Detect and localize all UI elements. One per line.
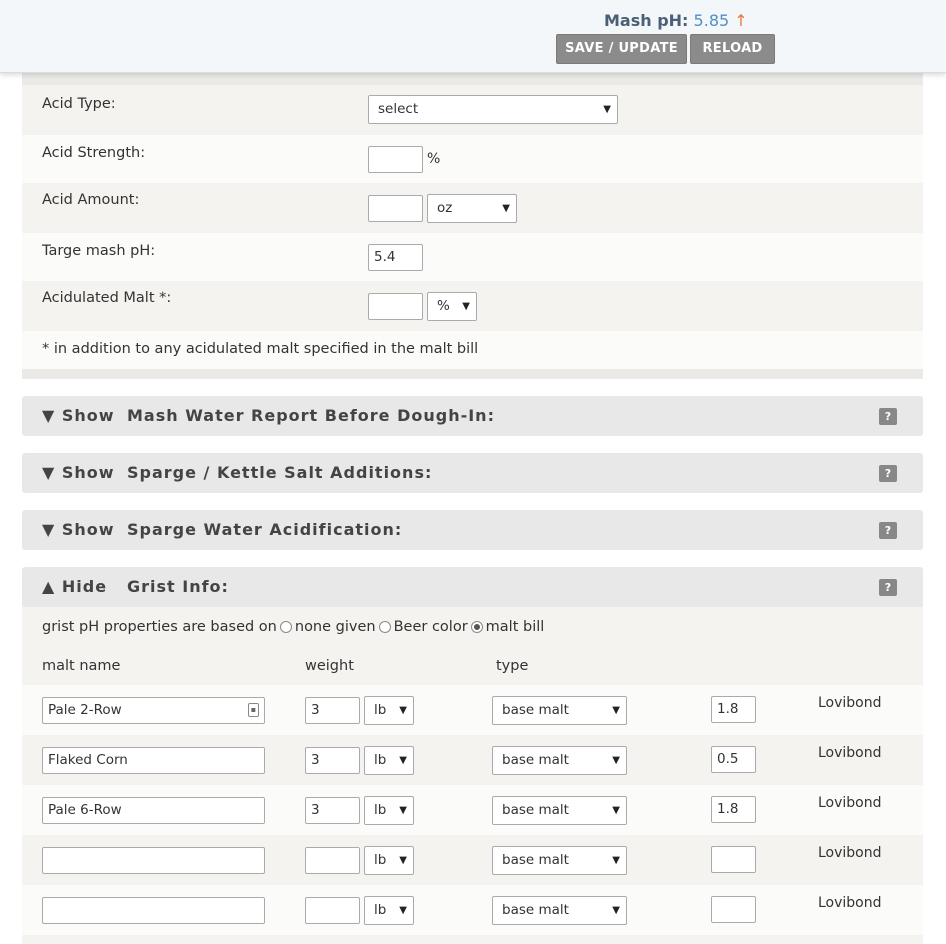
mash-ph-readout — [604, 11, 748, 30]
section-grist-info[interactable] — [22, 567, 923, 607]
color-unit-label: Lovibond — [818, 745, 882, 761]
chevron-down-icon: ▼ — [612, 855, 620, 866]
malt-weight-unit-select[interactable]: lb ▼ — [364, 796, 414, 825]
color-unit-label: Lovibond — [818, 695, 882, 711]
help-icon[interactable]: ? — [879, 465, 897, 482]
chevron-down-icon: ▼ — [399, 705, 407, 716]
chevron-down-icon: ▼ — [612, 705, 620, 716]
malt-color-input[interactable] — [711, 846, 756, 873]
toggle-hide[interactable]: ▲ Hide — [42, 577, 108, 596]
chevron-down-icon: ▼ — [603, 104, 611, 115]
radio-beer-color[interactable] — [379, 621, 391, 633]
malt-weight-unit-select[interactable]: lb ▼ — [364, 746, 414, 775]
arrow-up-icon: ↑ — [734, 11, 748, 30]
chevron-down-icon: ▼ — [612, 905, 620, 916]
color-unit-label: Lovibond — [818, 895, 882, 911]
toggle-show[interactable]: ▼ Show — [42, 520, 115, 539]
chevron-down-icon: ▼ — [462, 301, 470, 312]
chevron-down-icon: ▼ — [612, 805, 620, 816]
acidulated-malt-input[interactable] — [368, 293, 423, 320]
acid-note: * in addition to any acidulated malt specified in the malt bill — [42, 341, 479, 357]
acid-amount-row — [22, 183, 923, 233]
malt-type-select[interactable]: base malt ▼ — [492, 796, 627, 825]
radio-label: malt bill — [485, 619, 545, 635]
malt-name-input[interactable]: Pale 2-Row ▪ — [42, 697, 265, 724]
malt-weight-input[interactable]: 3 — [305, 747, 360, 774]
target-ph-input[interactable]: 5.4 — [368, 244, 423, 271]
acid-amount-unit-select[interactable]: oz ▼ — [427, 194, 517, 223]
section-sparge-kettle-salts[interactable] — [22, 453, 923, 493]
contact-card-icon: ▪ — [248, 703, 259, 717]
target-ph-row — [22, 233, 923, 281]
malt-weight-input[interactable] — [305, 847, 360, 874]
toggle-show[interactable]: ▼ Show — [42, 406, 115, 425]
acid-strength-input[interactable] — [368, 146, 423, 173]
malt-weight-input[interactable]: 3 — [305, 697, 360, 724]
malt-weight-input[interactable] — [305, 897, 360, 924]
section-title: Sparge Water Acidification: — [127, 520, 403, 539]
acid-strength-label: Acid Strength: — [42, 145, 146, 161]
chevron-down-icon: ▼ — [399, 855, 407, 866]
malt-color-input[interactable]: 1.8 — [711, 796, 756, 823]
acid-strength-row — [22, 135, 923, 183]
acid-amount-label: Acid Amount: — [42, 192, 140, 208]
acid-amount-input[interactable] — [368, 195, 423, 222]
malt-type-select[interactable]: base malt ▼ — [492, 846, 627, 875]
chevron-down-icon: ▼ — [399, 905, 407, 916]
malt-weight-unit-select[interactable]: lb ▼ — [364, 696, 414, 725]
mash-ph-value: 5.85 — [693, 11, 730, 30]
chevron-down-icon: ▼ — [399, 755, 407, 766]
malt-color-input[interactable]: 0.5 — [711, 746, 756, 773]
save-update-button[interactable]: SAVE / UPDATE — [556, 34, 687, 64]
malt-weight-unit-select[interactable]: lb ▼ — [364, 896, 414, 925]
malt-weight-unit-select[interactable]: lb ▼ — [364, 846, 414, 875]
column-header-malt-name: malt name — [42, 658, 121, 674]
color-unit-label: Lovibond — [818, 845, 882, 861]
help-icon[interactable]: ? — [879, 579, 897, 596]
radio-malt-bill[interactable] — [471, 621, 483, 633]
help-icon[interactable]: ? — [879, 522, 897, 539]
grist-basis-label: grist pH properties are based on — [42, 619, 277, 635]
acid-type-label: Acid Type: — [42, 96, 116, 112]
malt-color-input[interactable]: 1.8 — [711, 696, 756, 723]
malt-name-input[interactable] — [42, 897, 265, 924]
malt-name-input[interactable] — [42, 847, 265, 874]
chevron-down-icon: ▼ — [502, 203, 510, 214]
malt-weight-input[interactable]: 3 — [305, 797, 360, 824]
radio-label: none given — [294, 619, 376, 635]
chevron-down-icon: ▼ — [399, 805, 407, 816]
malt-row — [22, 835, 923, 885]
section-title: Mash Water Report Before Dough-In: — [127, 406, 495, 425]
malt-row — [22, 735, 923, 785]
section-mash-water-report[interactable] — [22, 396, 923, 436]
acid-section — [22, 72, 923, 379]
help-icon[interactable]: ? — [879, 408, 897, 425]
section-sparge-acidification[interactable] — [22, 510, 923, 550]
top-bar — [0, 0, 946, 73]
malt-type-select[interactable]: base malt ▼ — [492, 696, 627, 725]
reload-button[interactable]: RELOAD — [690, 34, 775, 64]
acid-strength-unit: % — [427, 151, 441, 167]
acid-type-row — [22, 85, 923, 135]
radio-none-given[interactable] — [280, 621, 292, 633]
malt-name-input[interactable]: Pale 6-Row — [42, 797, 265, 824]
acidulated-malt-label: Acidulated Malt *: — [42, 290, 172, 306]
section-title: Sparge / Kettle Salt Additions: — [127, 463, 433, 482]
malt-type-select[interactable]: base malt ▼ — [492, 896, 627, 925]
mash-ph-label: Mash pH: — [604, 11, 689, 30]
malt-color-input[interactable] — [711, 896, 756, 923]
column-header-type: type — [496, 658, 529, 674]
malt-row — [22, 785, 923, 835]
section-title: Grist Info: — [127, 577, 229, 596]
acid-note-row — [22, 331, 923, 369]
column-header-weight: weight — [305, 658, 354, 674]
chevron-down-icon: ▼ — [612, 755, 620, 766]
malt-name-input[interactable]: Flaked Corn — [42, 747, 265, 774]
grist-basis-selector — [42, 619, 544, 635]
grist-info-body — [22, 607, 923, 944]
acidulated-malt-row — [22, 281, 923, 331]
color-unit-label: Lovibond — [818, 795, 882, 811]
acid-type-select[interactable]: select ▼ — [368, 95, 618, 124]
radio-label: Beer color — [393, 619, 468, 635]
toggle-show[interactable]: ▼ Show — [42, 463, 115, 482]
malt-row — [22, 685, 923, 735]
acidulated-malt-unit-select[interactable]: % ▼ — [427, 292, 477, 321]
target-ph-label: Targe mash pH: — [42, 243, 156, 259]
malt-type-select[interactable]: base malt ▼ — [492, 746, 627, 775]
malt-row — [22, 885, 923, 935]
